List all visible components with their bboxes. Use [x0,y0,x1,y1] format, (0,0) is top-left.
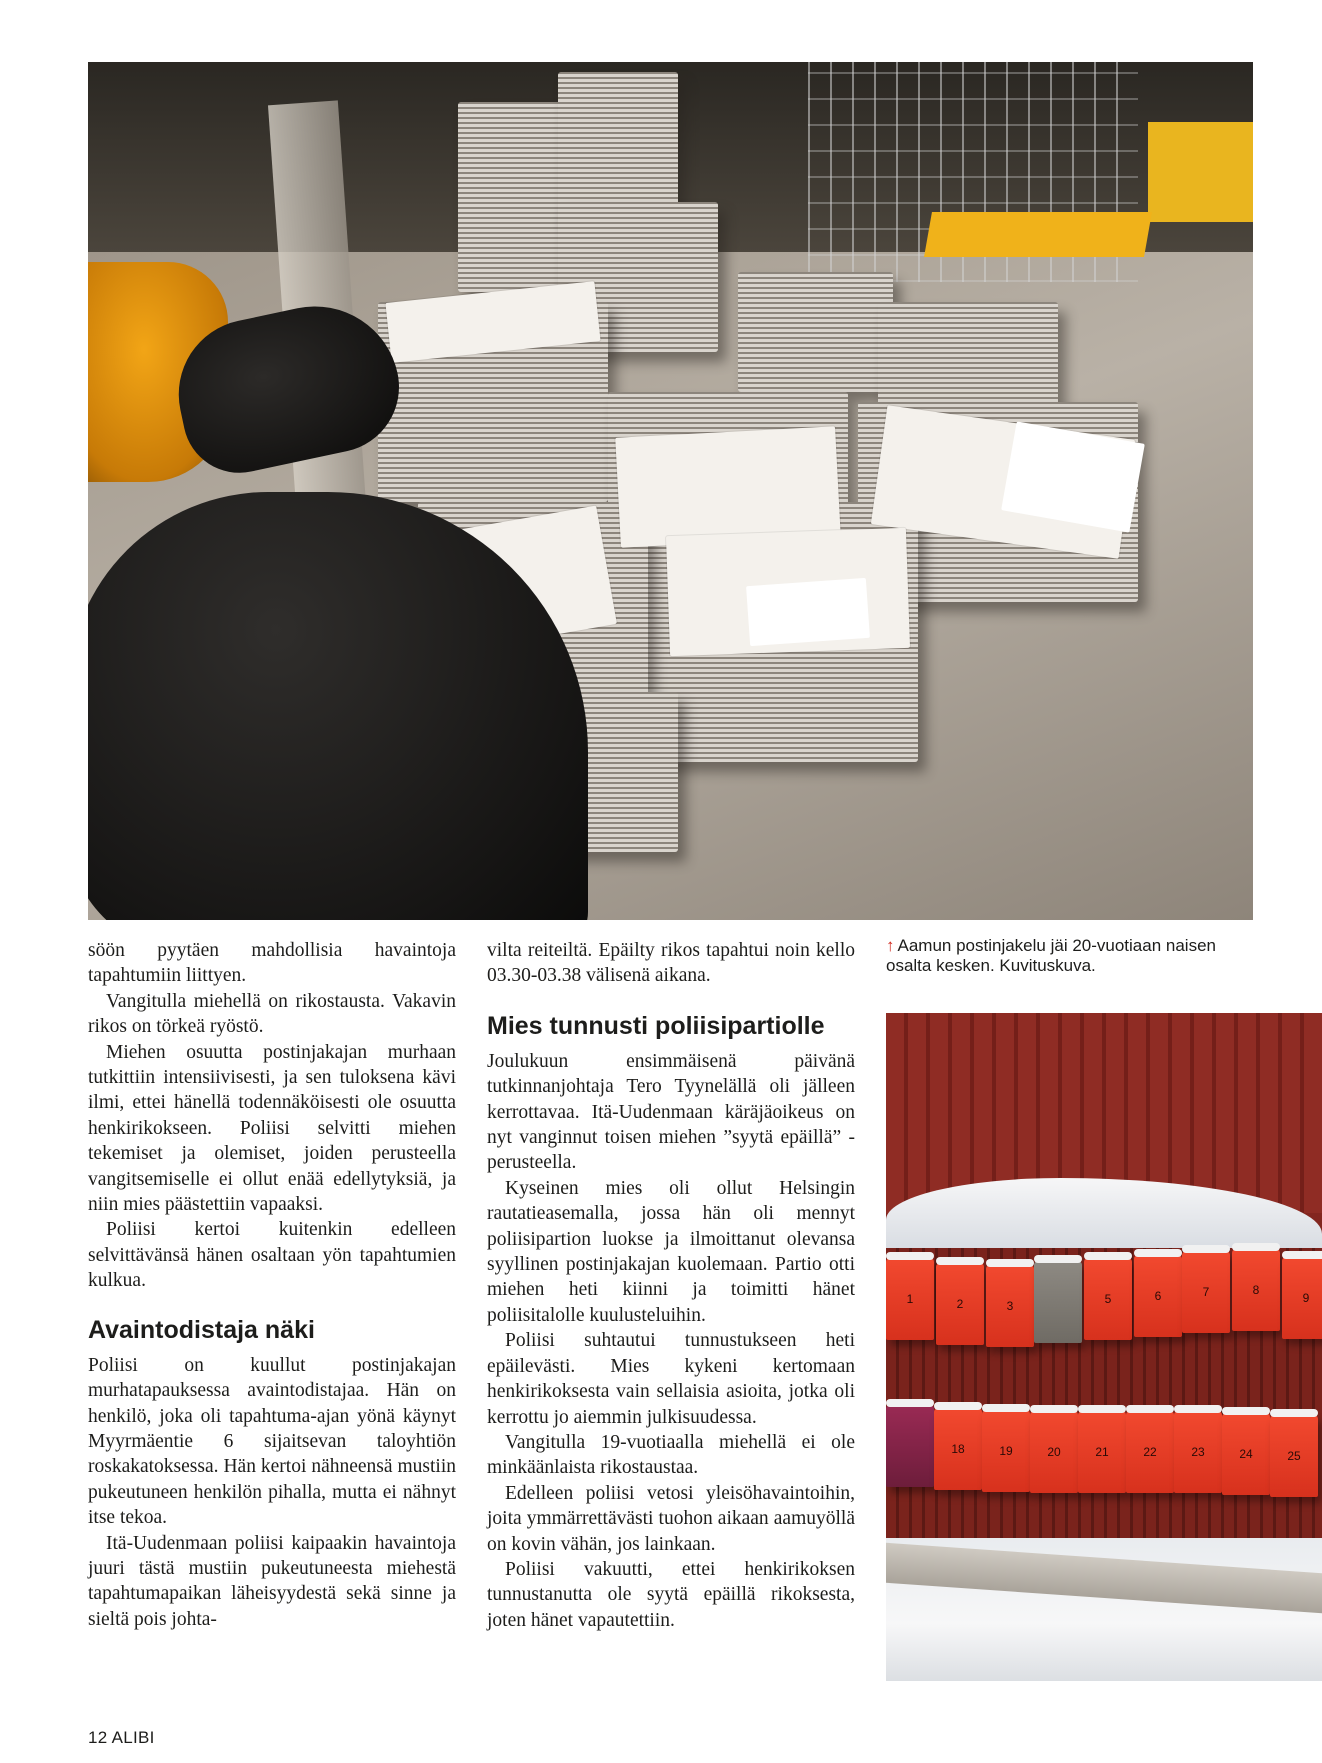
photo-yellow-wall [1148,122,1253,222]
address-label [746,578,870,646]
newspaper-bundles-photo [88,62,1253,920]
section-heading: Avaintodistaja näki [88,1315,315,1344]
article-column-left [88,938,456,1632]
newspaper-pile [458,102,568,292]
photo-caption [886,936,1266,976]
page-folio: 12 ALIBI [88,1728,155,1747]
body-paragraph: vilta reiteiltä. Epäilty rikos tapahtui noin kello 03.30-03.38 välisenä aikana. [487,940,855,987]
mailbox: 23 [1174,1411,1222,1493]
mailbox: 21 [1078,1411,1126,1493]
body-paragraph: Edelleen poliisi vetosi yleisöhavaintoihin, joita ymmärrettävästi tuohon aikaan aamuyöllä on kovin vähän, jos lainkaan. [487,1482,855,1555]
mailbox: 6 [1134,1255,1182,1337]
mailbox: 8 [1232,1249,1280,1331]
mailbox [886,1405,934,1487]
newspaper-top-sheet [615,426,840,547]
body-paragraph: Poliisi vakuutti, ettei henkirikoksen tunnustanutta ole syytä epäillä rikoksesta, joten hänet vapautettiin. [487,1558,855,1631]
mailbox: 3 [986,1265,1034,1347]
mailbox: 1 [886,1258,934,1340]
mailbox: 5 [1084,1258,1132,1340]
body-paragraph: söön pyytäen mahdollisia havaintoja tapahtumiin liittyen. [88,940,456,987]
body-paragraph: Poliisi on kuullut postinjakajan murhatapauksessa avaintodistajaa. Hän on henkilö, joka oli tapahtuma-ajan yönä käynyt Myyrmäentie 6 sijaitsevan taloyhtiön roskakatoksessa. Hän kertoi nähneensä mustiin pukeutuneen henkilön pihalla, mutta ei nähnyt itse tekoa. [88,1354,456,1529]
mailbox [1034,1261,1082,1343]
mailbox: 18 [934,1408,982,1490]
body-paragraph: Vangitulla miehellä on rikostausta. Vakavin rikos on törkeä ryöstö. [88,990,456,1038]
section-heading: Mies tunnusti poliisipartiolle [487,1011,825,1040]
mailbox: 24 [1222,1413,1270,1495]
body-paragraph: Itä-Uudenmaan poliisi kaipaakin havaintoja juuri tästä mustiin pukeutuneesta miehestä tapahtumapaikan läheisyydestä sekä sinne ja sieltä pois johta- [88,1532,456,1630]
body-paragraph: Kyseinen mies oli ollut Helsingin rautatieasemalla, jossa hän oli mennyt poliisipartion luokse ja ilmoittanut olevansa syyllinen postinjakajan kuolemaan. Partio otti miehen heti kiinni ja toimitti hänet poliisitalolle kuulusteluihin. [487,1177,855,1326]
mailbox: 7 [1182,1251,1230,1333]
arrow-up-icon: ↑ [886,936,895,955]
body-paragraph: Vangitulla 19-vuotiaalla miehellä ei ole minkäänlaista rikostaustaa. [487,1431,855,1479]
mailbox: 20 [1030,1411,1078,1493]
body-paragraph: Poliisi suhtautui tunnustukseen heti epäilevästi. Mies kykeni kertomaan henkirikoksesta vain sellaisia asioita, jotka oli kerrottu jo aiemmin julkisuudessa. [487,1330,855,1428]
mailbox: 2 [936,1263,984,1345]
mailbox: 25 [1270,1415,1318,1497]
mailbox: 9 [1282,1257,1322,1339]
article-column-middle [487,938,855,1633]
body-paragraph: Joulukuun ensimmäisenä päivänä tutkinnanjohtaja Tero Tyynelällä oli jälleen kerrottavaa. Itä-Uudenmaan käräjäoikeus on nyt vanginnut toisen miehen ”syytä epäillä” -perusteella. [487,1050,855,1174]
newspaper-pile [738,272,893,392]
mailbox: 19 [982,1410,1030,1492]
caption-text: Aamun postinjakelu jäi 20-vuotiaan naisen osalta kesken. Kuvituskuva. [886,936,1216,975]
mailbox: 22 [1126,1411,1174,1493]
body-paragraph: Poliisi kertoi kuitenkin edelleen selvittävänsä hänen osaltaan yön tapahtumien kulkua. [88,1219,456,1292]
photo-cart-base [924,212,1152,257]
newspaper-pile [558,72,678,222]
mailboxes-photo [886,1013,1322,1681]
body-paragraph: Miehen osuutta postinjakajan murhaan tutkittiin intensiivisesti, ja sen tuloksena kävi ilmi, ettei hänellä todennäköisesti ole osuutta henkirikokseen. Poliisi selvitti miehen tekemiset ja olemiset, joiden perusteella vangitsemiselle ei ollut enää edellytyksiä, ja niin mies päästettiin vapaaksi. [88,1041,456,1216]
